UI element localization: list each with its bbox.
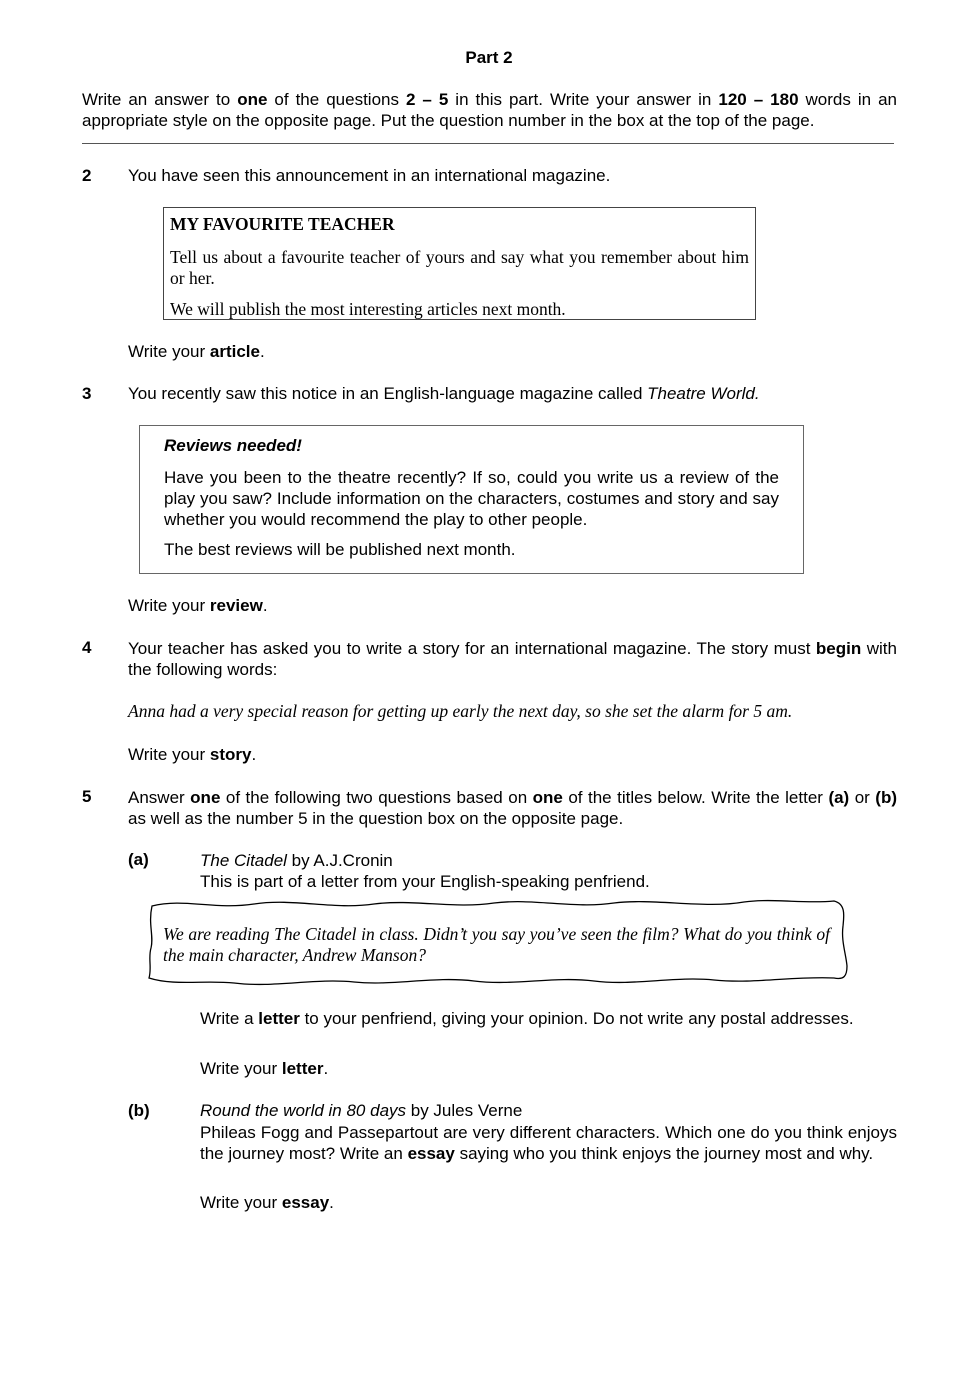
book-author: by Jules Verne <box>406 1101 523 1120</box>
write-suffix: . <box>329 1193 334 1212</box>
magazine-title: Theatre World. <box>647 384 760 403</box>
write-suffix: . <box>323 1059 329 1078</box>
announcement-text: Tell us about a favourite teacher of yours and say what you remember about him or her. <box>170 247 749 288</box>
instr-bold: one <box>237 90 268 109</box>
part-title: Part 2 <box>465 48 513 67</box>
q3-intro-text: You recently saw this notice in an English-language magazine called <box>128 384 648 403</box>
q5-text: or <box>849 788 876 807</box>
q5-text: of the following two questions based on <box>220 788 533 807</box>
q5b-write-line <box>200 1193 334 1213</box>
write-prefix: Write your <box>200 1193 282 1212</box>
write-prefix: Write your <box>128 745 210 764</box>
task-text: to your penfriend, giving your opinion. Do not write any postal addresses. <box>299 1009 854 1028</box>
announcement-text: We will publish the most interesting articles next month. <box>170 299 566 319</box>
option-a-label: (a) <box>128 850 149 869</box>
q5-bold: (b) <box>875 788 898 807</box>
question-number-4: 4 <box>82 638 92 657</box>
write-suffix: . <box>262 596 268 615</box>
option-b-label: (b) <box>128 1101 150 1120</box>
task-text: saying who you think enjoys the journey most and why. <box>454 1144 874 1163</box>
question-number-5: 5 <box>82 787 92 806</box>
task-type: letter <box>258 1009 300 1028</box>
q5-intro <box>128 787 897 829</box>
q5-text: as well as the number 5 in the question box on the opposite page. <box>128 809 624 828</box>
q5-text: Answer <box>128 788 191 807</box>
task-type: review <box>209 596 263 615</box>
task-type: letter <box>281 1059 324 1078</box>
q5-text: of the titles below. Write the letter <box>562 788 829 807</box>
q4-intro <box>128 638 897 680</box>
announcement-title: MY FAVOURITE TEACHER <box>170 214 395 234</box>
q5-bold: one <box>532 788 563 807</box>
notice-text: Have you been to the theatre recently? If so, could you write us a review of the play you saw? Include information on the characters, costumes and story and say whether you would recommend the play to other people. <box>164 468 779 529</box>
option-a-task <box>200 1008 897 1029</box>
write-prefix: Write your <box>200 1059 282 1078</box>
book-title: The Citadel <box>200 851 287 870</box>
notice-title: Reviews needed! <box>164 436 302 455</box>
write-suffix: . <box>251 745 257 764</box>
instructions <box>82 89 897 131</box>
q4-text: with the following words: <box>128 639 897 679</box>
q5-bold: one <box>190 788 221 807</box>
q4-bold: begin <box>815 639 862 658</box>
story-opening-quote: Anna had a very special reason for getting up early the next day, so she set the alarm for 5 am. <box>128 701 793 721</box>
book-title: Round the world in 80 days <box>200 1101 407 1120</box>
q3-intro <box>128 384 760 404</box>
question-number-2: 2 <box>82 166 92 185</box>
option-a-heading <box>200 850 650 892</box>
instr-bold: 2 – 5 <box>405 90 449 109</box>
task-text: Phileas Fogg and Passepartout are very different characters. Which one do you think enjoys the journey most? Write an <box>200 1123 897 1163</box>
write-prefix: Write your <box>128 596 210 615</box>
q4-text: Your teacher has asked you to write a story for an international magazine. The story must <box>128 639 816 658</box>
task-text: Write a <box>200 1009 259 1028</box>
q4-write-line <box>128 745 256 765</box>
task-type: story <box>209 745 252 764</box>
instr-text: words in an appropriate style on the opposite page. Put the question number in the box at the top of the page. <box>82 90 897 130</box>
write-prefix: Write your <box>128 342 210 361</box>
option-b-heading <box>200 1101 522 1121</box>
penfriend-letter-text: We are reading The Citadel in class. Didn’t you say you’ve seen the film? What do you think of the main character, Andrew Manson? <box>163 924 830 965</box>
q2-intro: You have seen this announcement in an international magazine. <box>128 166 611 185</box>
option-b-task <box>200 1122 897 1164</box>
q3-write-line <box>128 596 268 616</box>
task-type: essay <box>281 1193 330 1212</box>
q5a-write-line <box>200 1059 328 1079</box>
instr-text: Write an answer to <box>82 90 238 109</box>
q5-bold: (a) <box>828 788 850 807</box>
option-a-description: This is part of a letter from your English-speaking penfriend. <box>200 872 650 891</box>
book-author: by A.J.Cronin <box>286 851 393 870</box>
instr-text: of the questions <box>267 90 406 109</box>
task-type: essay <box>407 1144 455 1163</box>
announcement-box <box>163 207 756 320</box>
notice-text: The best reviews will be published next month. <box>164 540 516 559</box>
write-suffix: . <box>259 342 265 361</box>
notice-box <box>139 425 804 574</box>
divider-line <box>82 143 894 144</box>
question-number-3: 3 <box>82 384 92 403</box>
q2-write-line <box>128 342 265 362</box>
instr-bold: 120 – 180 <box>718 90 799 109</box>
instr-text: in this part. Write your answer in <box>448 90 719 109</box>
task-type: article <box>209 342 260 361</box>
